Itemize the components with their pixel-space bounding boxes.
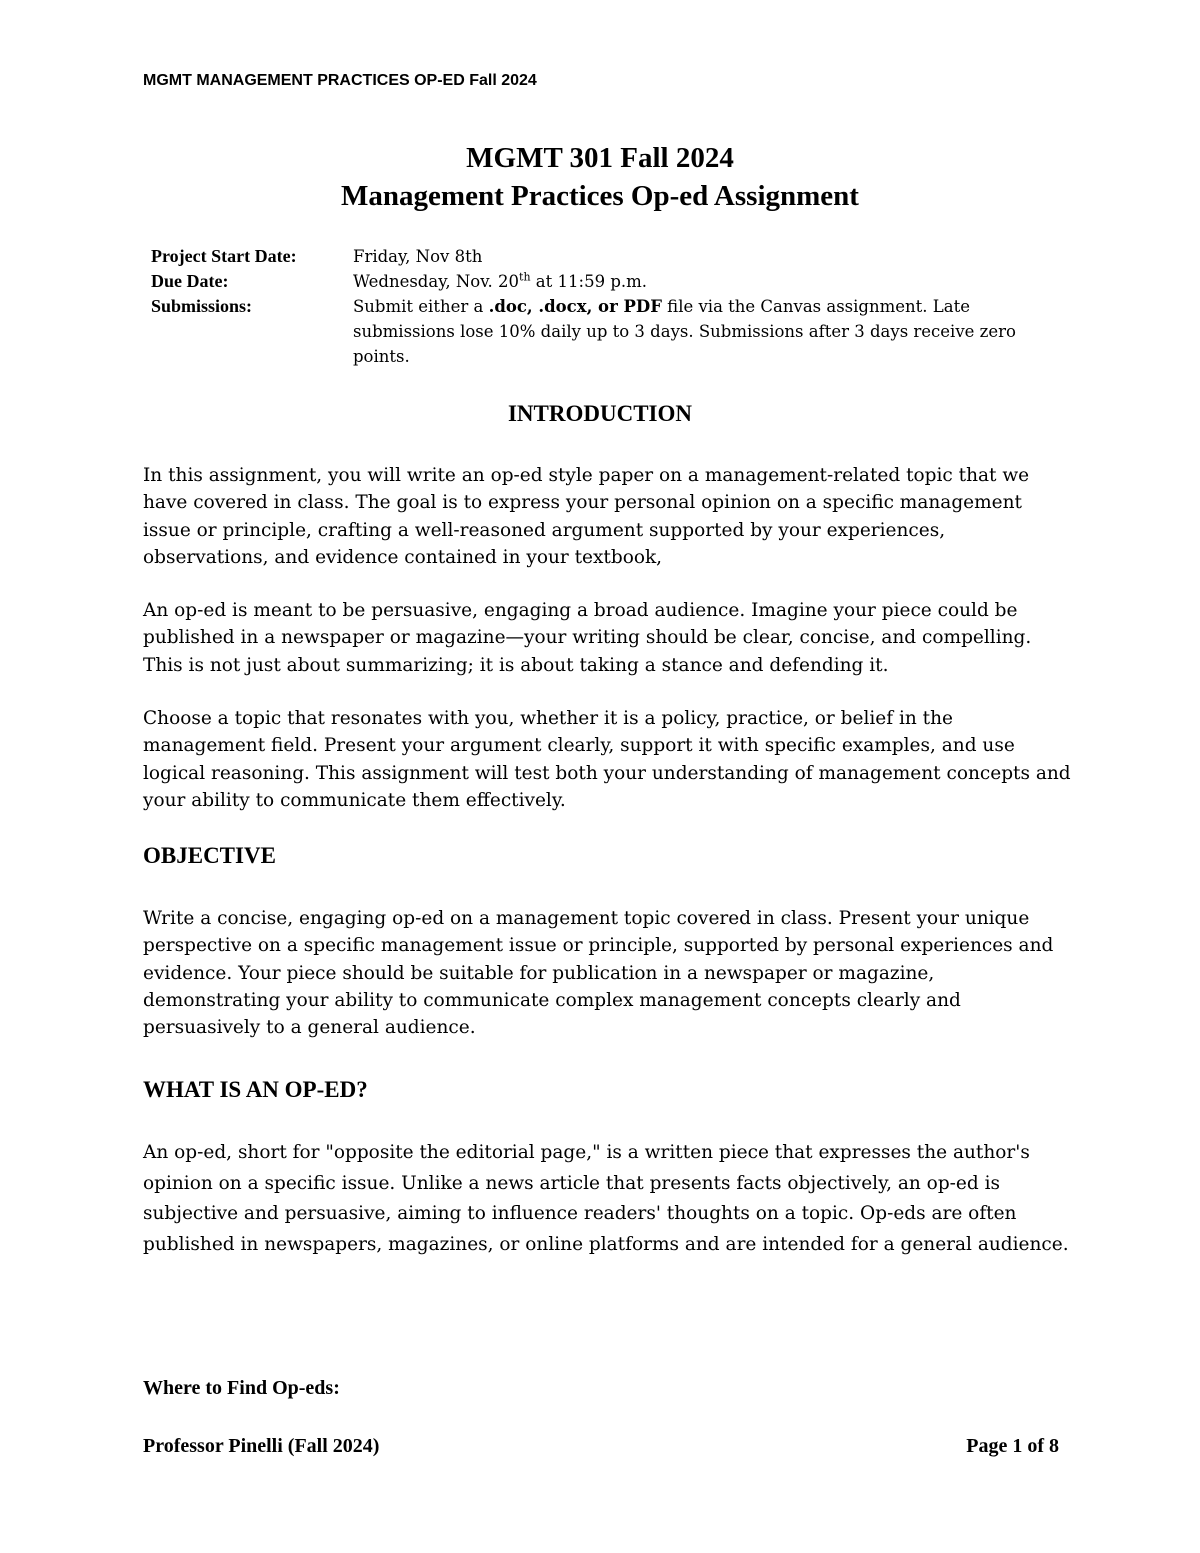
submissions-value bbox=[353, 294, 1043, 369]
introduction-paragraph-1: In this assignment, you will write an op-ed style paper on a management-related topic that we have covered in class. The goal is to express your personal opinion on a specific management issue or principle, crafting a well-reasoned argument supported by your experiences, observations, and evidence contained in your textbook, bbox=[143, 465, 1030, 568]
document-title: MGMT 301 Fall 2024 bbox=[466, 142, 734, 174]
info-row-start-date bbox=[151, 244, 1051, 269]
submissions-text-start: Submit either a bbox=[353, 297, 489, 316]
assignment-info-table bbox=[151, 244, 1051, 369]
objective-paragraph: Write a concise, engaging op-ed on a management topic covered in class. Present your unique perspective on a specific management issue or principle, supported by personal experiences and evidence. Your piece should be suitable for publication in a newspaper or magazine, demonstrating your ability to communicate complex management concepts clearly and persuasively to a general audience. bbox=[143, 908, 1054, 1039]
footer-page-number: Page 1 of 8 bbox=[966, 1435, 1059, 1457]
due-date-suffix: th bbox=[519, 270, 531, 284]
introduction-paragraph-2: An op-ed is meant to be persuasive, engaging a broad audience. Imagine your piece could be published in a newspaper or magazine—your writing should be clear, concise, and compelling. This is not just about summarizing; it is about taking a stance and defending it. bbox=[143, 600, 1032, 676]
submissions-file-types: .doc, .docx, or PDF bbox=[488, 297, 662, 316]
introduction-heading: INTRODUCTION bbox=[507, 401, 693, 426]
due-date-text: Wednesday, Nov. 20 bbox=[353, 272, 520, 291]
what-is-op-ed-heading: WHAT IS AN OP-ED? bbox=[143, 1077, 368, 1102]
what-is-op-ed-paragraph: An op-ed, short for "opposite the editorial page," is a written piece that expresses the author's opinion on a specific issue. Unlike a news article that presents facts objectively, an op-ed is subjective and persuasive, aiming to influence readers' thoughts on a topic. Op-eds are often published in newspapers, magazines, or online platforms and are intended for a general audience. bbox=[143, 1142, 1069, 1255]
footer-instructor: Professor Pinelli (Fall 2024) bbox=[143, 1435, 380, 1457]
objective-heading: OBJECTIVE bbox=[143, 843, 276, 868]
submissions-label: Submissions: bbox=[151, 296, 253, 316]
due-date-label: Due Date: bbox=[151, 271, 229, 291]
start-date-value: Friday, Nov 8th bbox=[353, 247, 483, 266]
info-row-due-date bbox=[151, 269, 1051, 294]
where-to-find-heading: Where to Find Op-eds: bbox=[143, 1377, 340, 1399]
introduction-paragraph-3: Choose a topic that resonates with you, whether it is a policy, practice, or belief in the management field. Present your argument clearly, support it with specific examples, and use logical reasoning. This assignment will test both your understanding of management concepts and your ability to communicate them effectively. bbox=[143, 708, 1071, 811]
due-date-value bbox=[353, 269, 1043, 294]
submissions-text-end: file via the Canvas assignment. Late submissions lose 10% daily up to 3 days. Submissions after 3 days receive zero points. bbox=[353, 297, 1016, 366]
running-header: MGMT MANAGEMENT PRACTICES OP-ED Fall 2024 bbox=[143, 72, 537, 89]
info-row-submissions bbox=[151, 294, 1051, 369]
document-subtitle: Management Practices Op-ed Assignment bbox=[341, 180, 859, 212]
start-date-label: Project Start Date: bbox=[151, 246, 297, 266]
due-date-time: at 11:59 p.m. bbox=[530, 272, 648, 291]
